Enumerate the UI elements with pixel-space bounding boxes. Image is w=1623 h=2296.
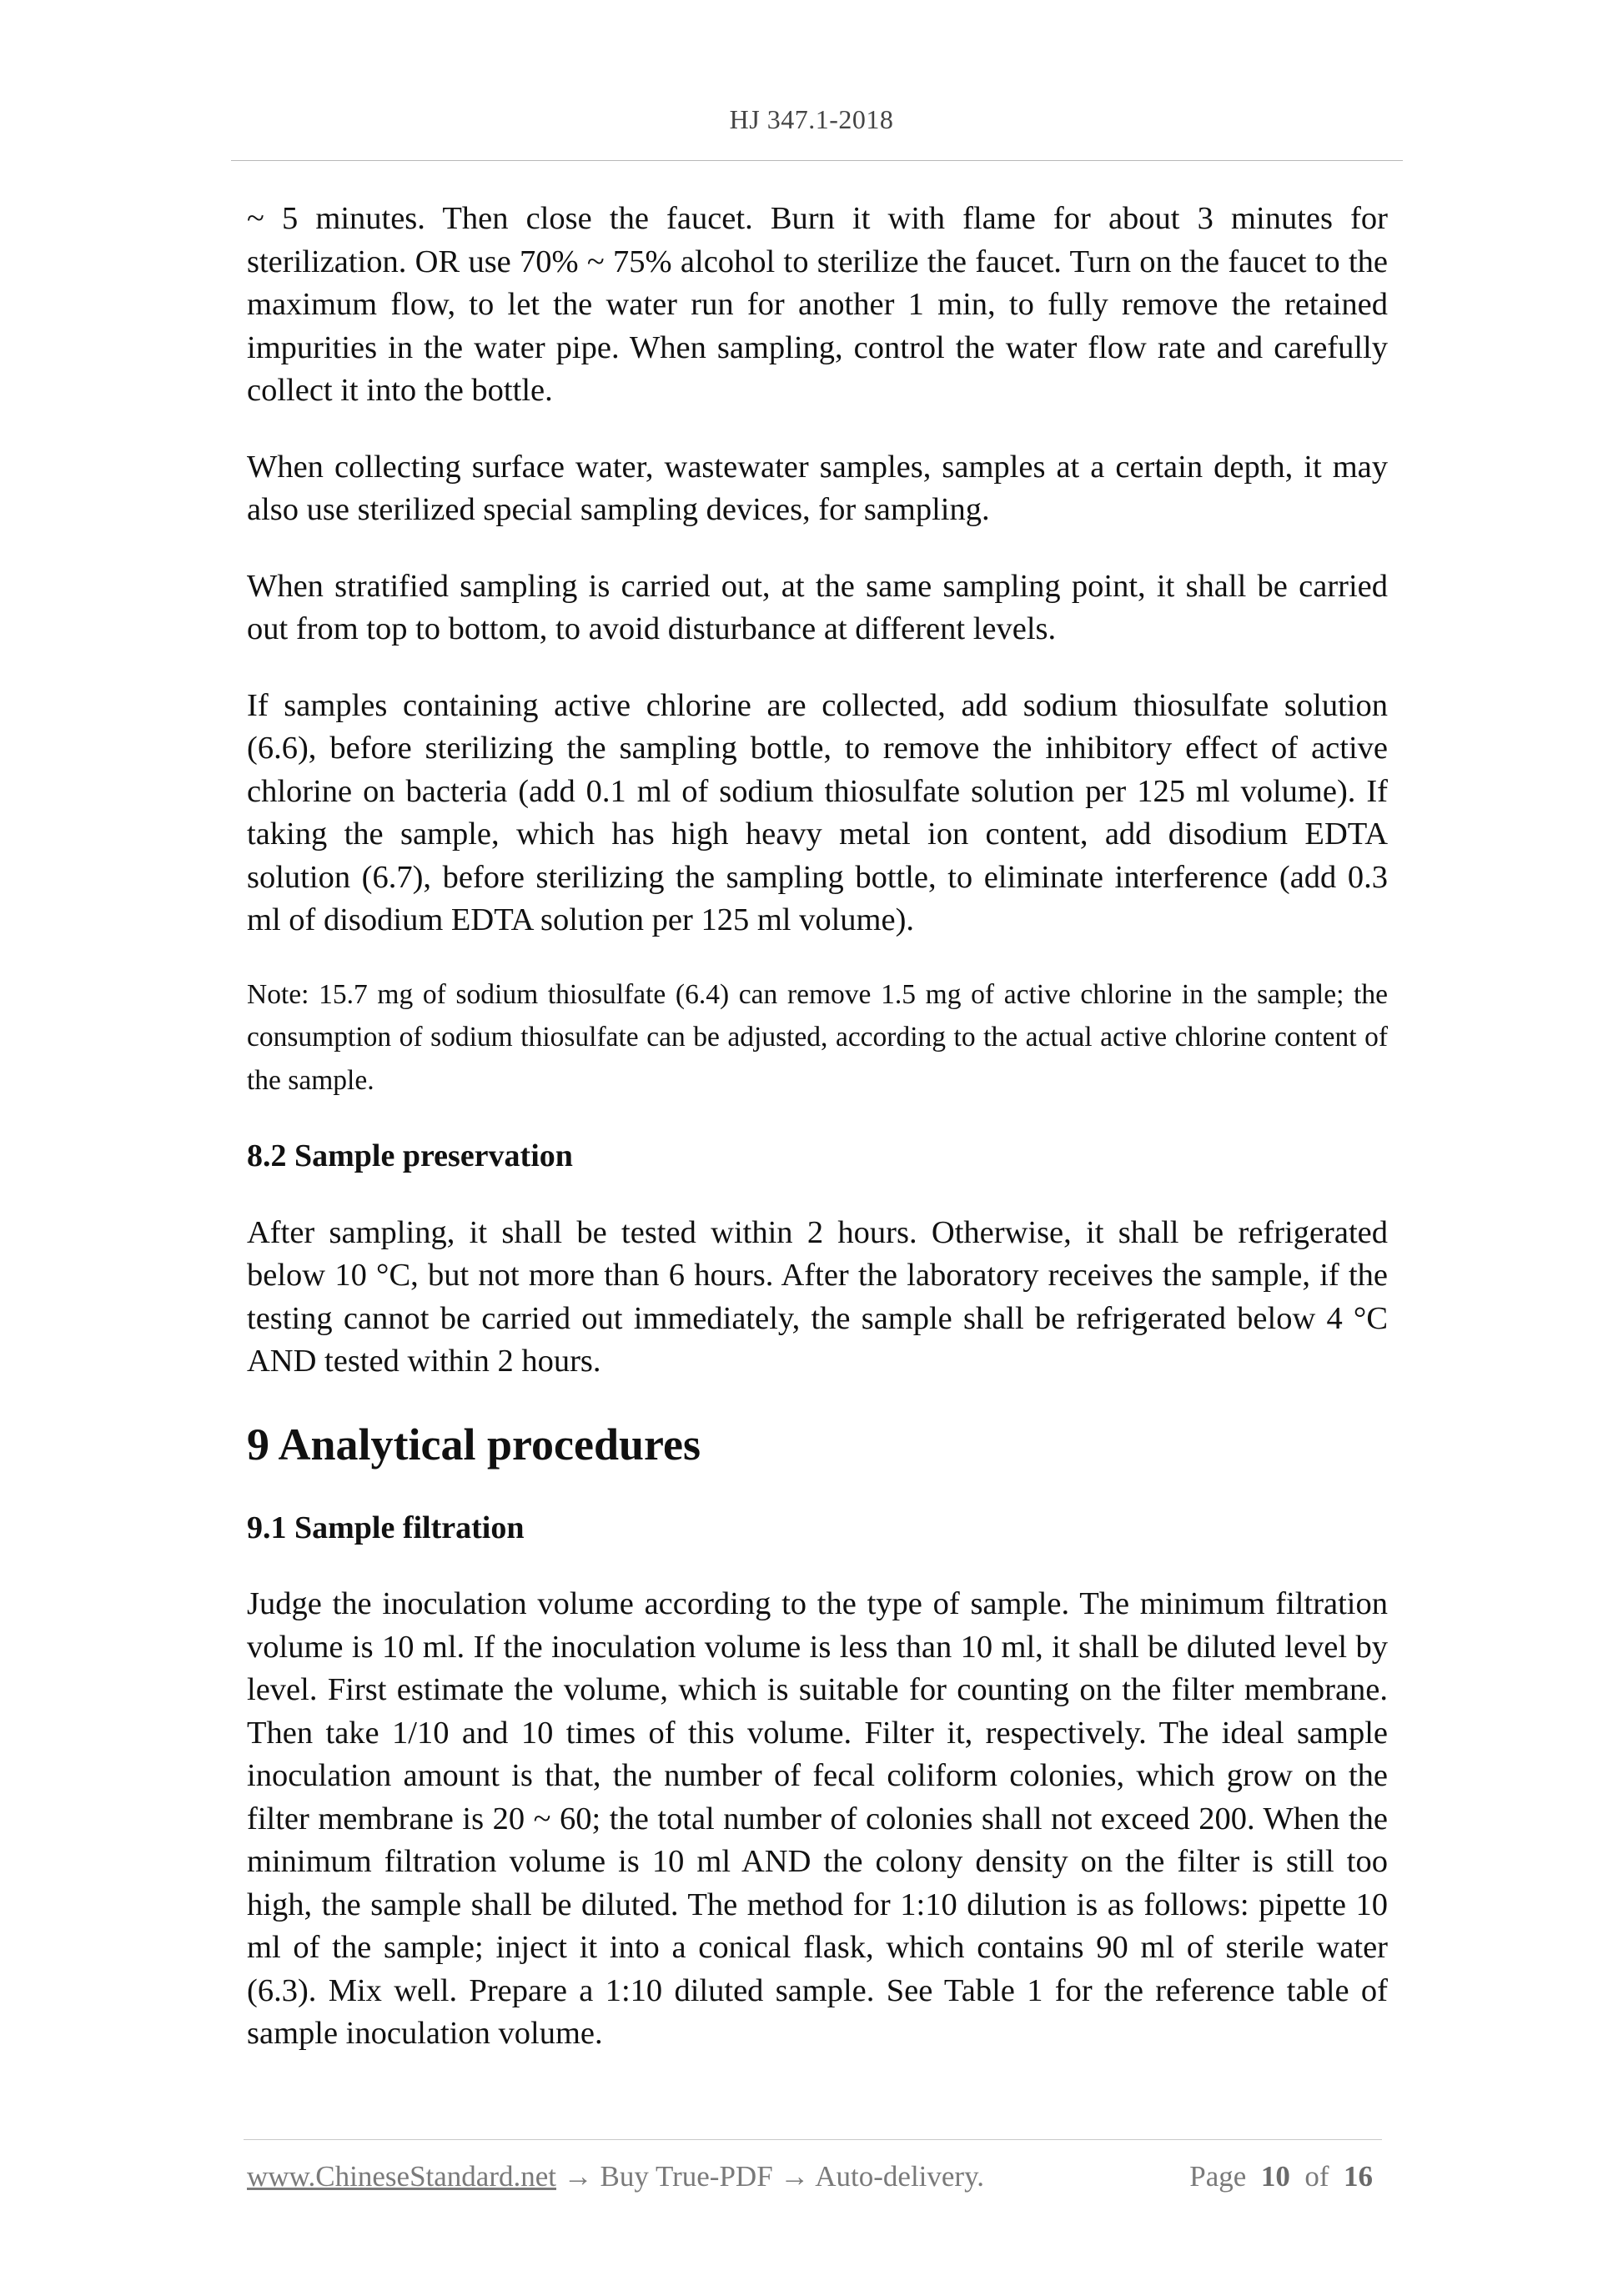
total-pages: 16: [1344, 2160, 1373, 2193]
header-divider: [231, 160, 1403, 161]
paragraph-surface-water: When collecting surface water, wastewater samples, samples at a certain depth, it may also use sterilized special sampling devices, for sampling.: [247, 449, 1388, 527]
page-number: [1189, 2160, 1373, 2193]
of-word: of: [1304, 2160, 1329, 2193]
footer-divider: [244, 2139, 1382, 2140]
paragraph-active-chlorine: If samples containing active chlorine are collected, add sodium thiosulfate solution (6.6), before sterilizing the sampling bottle, to remove the inhibitory effect of active chlorine on bacteria (add 0.1 ml of sodium thiosulfate solution per 125 ml volume). If taking the sample, which has high heavy metal ion content, add disodium EDTA solution (6.7), before sterilizing the sampling bottle, to eliminate interference (add 0.3 ml of disodium EDTA solution per 125 ml volume).: [247, 687, 1388, 937]
section-heading-9-1: 9.1 Sample filtration: [247, 1510, 525, 1545]
footer-promo: [247, 2160, 984, 2193]
current-page: 10: [1260, 2160, 1290, 2193]
arrow-right-icon: →: [780, 2160, 810, 2193]
section-heading-9: 9 Analytical procedures: [247, 1419, 701, 1470]
page-word: Page: [1189, 2160, 1247, 2193]
section-heading-8-2: 8.2 Sample preservation: [247, 1138, 573, 1173]
page-footer: [247, 2160, 1381, 2197]
site-link[interactable]: www.ChineseStandard.net: [247, 2160, 556, 2193]
arrow-right-icon: →: [563, 2160, 593, 2193]
document-header: HJ 347.1-2018: [729, 104, 894, 134]
paragraph-sample-preservation: After sampling, it shall be tested within 2 hours. Otherwise, it shall be refrigerated below 10 °C, but not more than 6 hours. After the laboratory receives the sample, if the testing cannot be carried out immediately, the sample shall be refrigerated below 4 °C AND tested within 2 hours.: [247, 1214, 1388, 1379]
paragraph-stratified-sampling: When stratified sampling is carried out, at the same sampling point, it shall be carried out from top to bottom, to avoid disturbance at different levels.: [247, 568, 1388, 646]
note-sodium-thiosulfate: Note: 15.7 mg of sodium thiosulfate (6.4) can remove 1.5 mg of active chlorine in the sample; the consumption of sodium thiosulfate can be adjusted, according to the actual active chlorine content of the sample.: [247, 978, 1388, 1096]
page-content: [247, 198, 1388, 2056]
paragraph-sample-filtration: Judge the inoculation volume according to the type of sample. The minimum filtration volume is 10 ml. If the inoculation volume is less than 10 ml, it shall be diluted level by level. First estimate the volume, which is suitable for counting on the filter membrane. Then take 1/10 and 10 times of this volume. Filter it, respectively. The ideal sample inoculation amount is that, the number of fecal coliform colonies, which grow on the filter membrane is 20 ~ 60; the total number of colonies shall not exceed 200. When the minimum filtration volume is 10 ml AND the colony density on the filter is still too high, the sample shall be diluted. The method for 1:10 dilution is as follows: pipette 10 ml of the sample; inject it into a conical flask, which contains 90 ml of sterile water (6.3). Mix well. Prepare a 1:10 diluted sample. See Table 1 for the reference table of sample inoculation volume.: [247, 1586, 1388, 2051]
footer-buy-text: Buy True-PDF: [600, 2160, 773, 2193]
footer-delivery-text: Auto-delivery.: [815, 2160, 985, 2193]
paragraph-faucet-sterilization: ~ 5 minutes. Then close the faucet. Burn it with flame for about 3 minutes for sterilization. OR use 70% ~ 75% alcohol to sterilize the faucet. Turn on the faucet to the maximum flow, to let the water run for another 1 min, to fully remove the retained impurities in the water pipe. When sampling, control the water flow rate and carefully collect it into the bottle.: [247, 201, 1388, 408]
